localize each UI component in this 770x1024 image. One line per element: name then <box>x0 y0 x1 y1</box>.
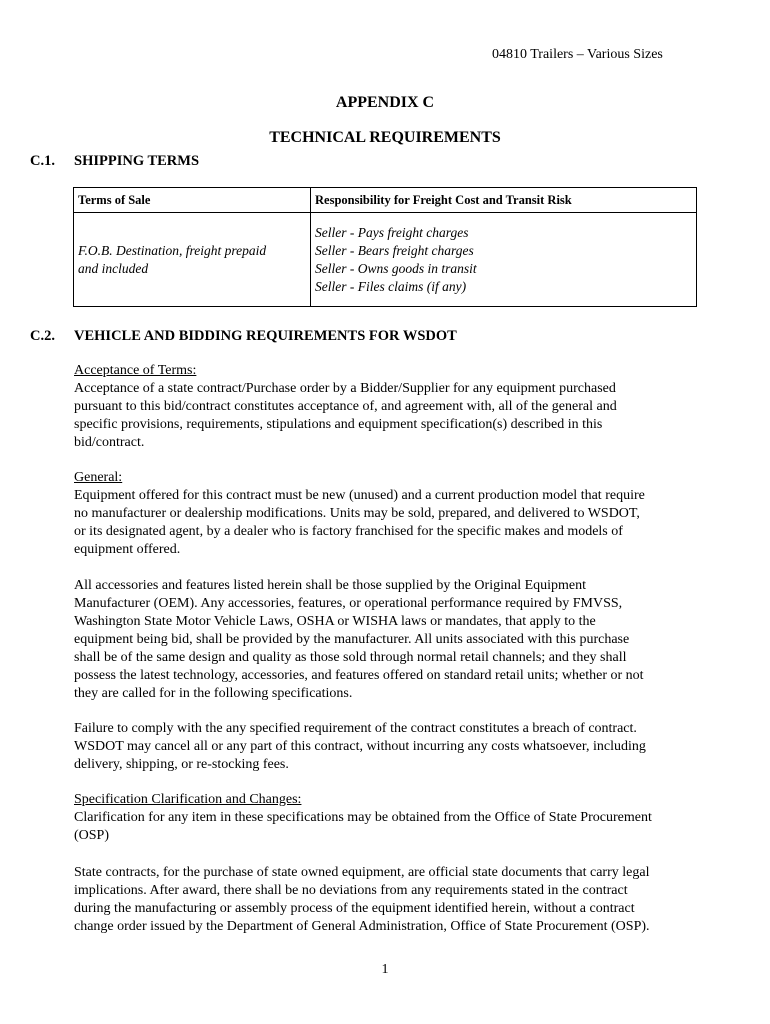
terms-line: F.O.B. Destination, freight prepaid <box>78 242 267 258</box>
terms-of-sale-cell <box>74 213 311 307</box>
section-c1-number: C.1. <box>30 153 55 169</box>
paragraph-line: possess the latest technology, accessories, and features offered on standard retail units; whether or not <box>74 668 644 683</box>
state-contracts-paragraph <box>74 864 704 936</box>
paragraph-line: State contracts, for the purchase of state owned equipment, are official state documents that carry legal <box>74 865 650 880</box>
paragraph-line: equipment being bid, shall be provided by the manufacturer. All units associated with this purchase <box>74 632 630 647</box>
paragraph-line: or its designated agent, by a dealer who is factory franchised for the specific makes and models of <box>74 524 623 539</box>
acceptance-of-terms-block <box>74 362 704 452</box>
table-header-responsibility: Responsibility for Freight Cost and Transit Risk <box>311 188 697 213</box>
spec-heading: Specification Clarification and Changes: <box>74 792 302 807</box>
acceptance-heading: Acceptance of Terms: <box>74 363 197 378</box>
responsibility-line: Seller - Files claims (if any) <box>315 278 467 294</box>
shipping-terms-table <box>73 187 697 307</box>
document-reference: 04810 Trailers – Various Sizes <box>492 47 663 62</box>
specification-clarification-block <box>74 791 704 845</box>
failure-paragraph <box>74 720 704 774</box>
general-heading: General: <box>74 470 123 485</box>
paragraph-line: they are called for in the following specifications. <box>74 686 353 701</box>
paragraph-line: All accessories and features listed herein shall be those supplied by the Original Equipment <box>74 578 587 593</box>
paragraph-line: (OSP) <box>74 828 110 843</box>
section-c1-title: SHIPPING TERMS <box>74 153 200 169</box>
responsibility-line: Seller - Owns goods in transit <box>315 260 477 276</box>
paragraph-line: delivery, shipping, or re-stocking fees. <box>74 757 289 772</box>
table-header-row <box>74 188 697 213</box>
paragraph-line: Equipment offered for this contract must be new (unused) and a current production model that require <box>74 488 645 503</box>
terms-line: and included <box>78 260 149 276</box>
table-header-terms-of-sale: Terms of Sale <box>74 188 311 213</box>
paragraph-line: Clarification for any item in these specifications may be obtained from the Office of State Procurement <box>74 810 652 825</box>
paragraph-line: implications. After award, there shall be no deviations from any requirements stated in the contract <box>74 883 628 898</box>
paragraph-line: shall be of the same design and quality as those sold through normal retail channels; and they shall <box>74 650 627 665</box>
responsibility-cell <box>311 213 697 307</box>
table-row <box>74 213 697 307</box>
section-c2-title: VEHICLE AND BIDDING REQUIREMENTS FOR WSDOT <box>74 328 457 344</box>
paragraph-line: Washington State Motor Vehicle Laws, OSHA or WISHA laws or mandates, that apply to the <box>74 614 596 629</box>
general-block <box>74 469 704 559</box>
paragraph-line: during the manufacturing or assembly process of the equipment identified herein, without a contract <box>74 901 635 916</box>
paragraph-line: specific provisions, requirements, stipulations and equipment specification(s) described in this <box>74 417 603 432</box>
paragraph-line: Failure to comply with the any specified requirement of the contract constitutes a breach of contract. <box>74 721 637 736</box>
appendix-title: APPENDIX C <box>335 94 435 111</box>
paragraph-line: pursuant to this bid/contract constitutes acceptance of, and agreement with, all of the general and <box>74 399 617 414</box>
paragraph-line: Manufacturer (OEM). Any accessories, features, or operational performance required by FMVSS, <box>74 596 623 611</box>
paragraph-line: bid/contract. <box>74 435 145 450</box>
section-c2-number: C.2. <box>30 328 55 344</box>
accessories-paragraph <box>74 577 704 703</box>
responsibility-line: Seller - Pays freight charges <box>315 224 469 240</box>
paragraph-line: WSDOT may cancel all or any part of this contract, without incurring any costs whatsoever, including <box>74 739 646 754</box>
paragraph-line: no manufacturer or dealership modifications. Units may be sold, prepared, and delivered to WSDOT, <box>74 506 640 521</box>
paragraph-line: change order issued by the Department of General Administration, Office of State Procurement (OSP). <box>74 919 650 934</box>
page-number: 1 <box>381 962 389 977</box>
paragraph-line: equipment offered. <box>74 542 181 557</box>
technical-requirements-title: TECHNICAL REQUIREMENTS <box>269 129 501 146</box>
responsibility-line: Seller - Bears freight charges <box>315 242 474 258</box>
paragraph-line: Acceptance of a state contract/Purchase order by a Bidder/Supplier for any equipment purchased <box>74 381 616 396</box>
